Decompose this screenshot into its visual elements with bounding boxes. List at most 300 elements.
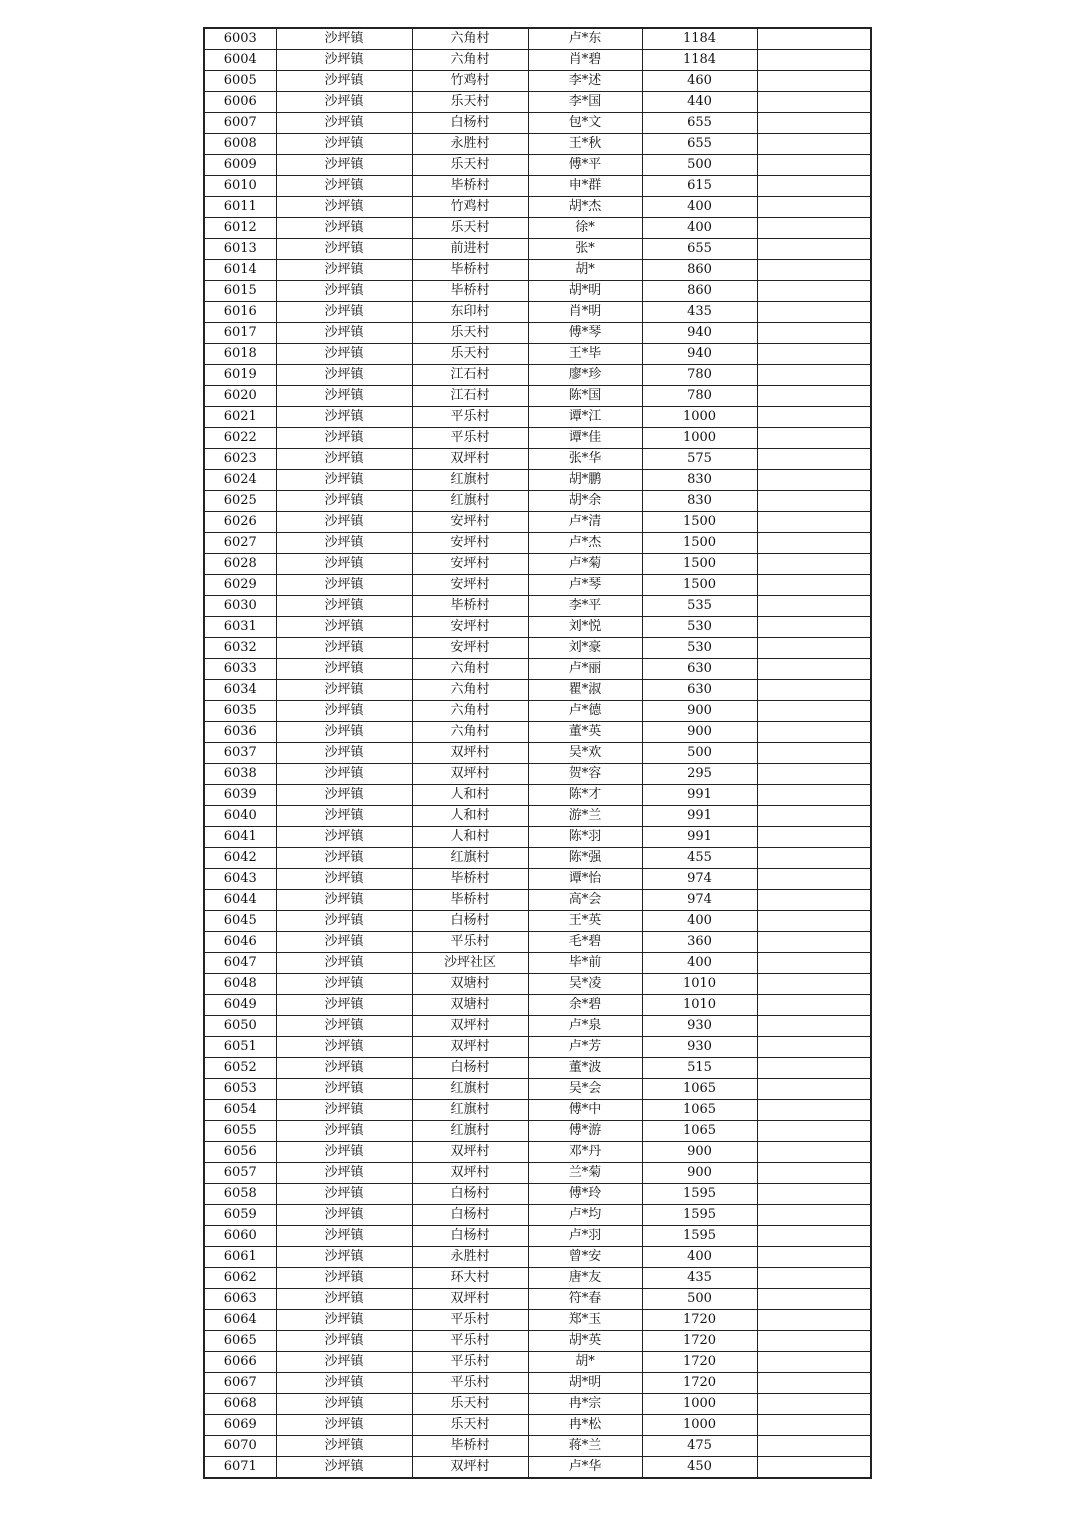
cell-id: 6059 — [204, 1205, 276, 1226]
cell-village: 白杨村 — [412, 1184, 528, 1205]
cell-village: 双坪村 — [412, 1457, 528, 1479]
cell-amount: 435 — [642, 302, 757, 323]
cell-village: 平乐村 — [412, 932, 528, 953]
cell-amount: 455 — [642, 848, 757, 869]
cell-note — [757, 743, 871, 764]
cell-town: 沙坪镇 — [276, 1331, 412, 1352]
cell-village: 平乐村 — [412, 428, 528, 449]
table-row — [204, 155, 871, 176]
cell-name: 卢*琴 — [528, 575, 642, 596]
table-row — [204, 806, 871, 827]
cell-name: 包*文 — [528, 113, 642, 134]
cell-name: 胡*明 — [528, 281, 642, 302]
table-row — [204, 1373, 871, 1394]
cell-name: 申*群 — [528, 176, 642, 197]
cell-id: 6015 — [204, 281, 276, 302]
cell-town: 沙坪镇 — [276, 638, 412, 659]
cell-name: 胡*英 — [528, 1331, 642, 1352]
cell-amount: 860 — [642, 281, 757, 302]
cell-id: 6006 — [204, 92, 276, 113]
cell-village: 永胜村 — [412, 134, 528, 155]
cell-note — [757, 449, 871, 470]
cell-id: 6041 — [204, 827, 276, 848]
cell-note — [757, 722, 871, 743]
cell-name: 高*会 — [528, 890, 642, 911]
table-row — [204, 827, 871, 848]
cell-name: 胡* — [528, 260, 642, 281]
table-row — [204, 743, 871, 764]
cell-village: 毕桥村 — [412, 260, 528, 281]
cell-note — [757, 281, 871, 302]
cell-amount: 575 — [642, 449, 757, 470]
cell-name: 兰*菊 — [528, 1163, 642, 1184]
table-row — [204, 1436, 871, 1457]
cell-name: 陈*羽 — [528, 827, 642, 848]
cell-village: 红旗村 — [412, 470, 528, 491]
cell-id: 6040 — [204, 806, 276, 827]
cell-town: 沙坪镇 — [276, 1142, 412, 1163]
cell-name: 胡* — [528, 1352, 642, 1373]
cell-id: 6054 — [204, 1100, 276, 1121]
cell-name: 谭*怡 — [528, 869, 642, 890]
cell-town: 沙坪镇 — [276, 28, 412, 50]
cell-note — [757, 1415, 871, 1436]
cell-id: 6056 — [204, 1142, 276, 1163]
cell-amount: 974 — [642, 890, 757, 911]
cell-id: 6050 — [204, 1016, 276, 1037]
cell-village: 六角村 — [412, 680, 528, 701]
table-row — [204, 197, 871, 218]
cell-town: 沙坪镇 — [276, 281, 412, 302]
table-row — [204, 764, 871, 785]
cell-note — [757, 1121, 871, 1142]
cell-town: 沙坪镇 — [276, 239, 412, 260]
cell-village: 双坪村 — [412, 764, 528, 785]
cell-village: 毕桥村 — [412, 869, 528, 890]
cell-note — [757, 995, 871, 1016]
cell-id: 6043 — [204, 869, 276, 890]
cell-name: 卢*华 — [528, 1457, 642, 1479]
cell-amount: 500 — [642, 743, 757, 764]
cell-village: 双坪村 — [412, 1163, 528, 1184]
cell-id: 6061 — [204, 1247, 276, 1268]
table-row — [204, 596, 871, 617]
cell-id: 6030 — [204, 596, 276, 617]
cell-amount: 1010 — [642, 995, 757, 1016]
cell-amount: 900 — [642, 1142, 757, 1163]
cell-id: 6026 — [204, 512, 276, 533]
cell-note — [757, 701, 871, 722]
cell-name: 肖*碧 — [528, 50, 642, 71]
cell-name: 傅*中 — [528, 1100, 642, 1121]
cell-village: 乐天村 — [412, 1394, 528, 1415]
cell-note — [757, 1247, 871, 1268]
cell-town: 沙坪镇 — [276, 575, 412, 596]
cell-town: 沙坪镇 — [276, 1394, 412, 1415]
cell-name: 董*波 — [528, 1058, 642, 1079]
cell-id: 6070 — [204, 1436, 276, 1457]
cell-id: 6019 — [204, 365, 276, 386]
cell-village: 毕桥村 — [412, 1436, 528, 1457]
cell-note — [757, 1079, 871, 1100]
cell-town: 沙坪镇 — [276, 491, 412, 512]
table-row — [204, 1100, 871, 1121]
cell-amount: 1065 — [642, 1079, 757, 1100]
cell-town: 沙坪镇 — [276, 974, 412, 995]
cell-amount: 1595 — [642, 1205, 757, 1226]
cell-town: 沙坪镇 — [276, 218, 412, 239]
cell-name: 毛*碧 — [528, 932, 642, 953]
cell-town: 沙坪镇 — [276, 680, 412, 701]
cell-name: 符*春 — [528, 1289, 642, 1310]
cell-town: 沙坪镇 — [276, 827, 412, 848]
cell-id: 6025 — [204, 491, 276, 512]
cell-note — [757, 575, 871, 596]
cell-amount: 780 — [642, 365, 757, 386]
cell-note — [757, 1184, 871, 1205]
cell-village: 平乐村 — [412, 1331, 528, 1352]
cell-note — [757, 827, 871, 848]
cell-town: 沙坪镇 — [276, 596, 412, 617]
cell-amount: 630 — [642, 680, 757, 701]
cell-amount: 780 — [642, 386, 757, 407]
cell-town: 沙坪镇 — [276, 449, 412, 470]
cell-amount: 991 — [642, 806, 757, 827]
table-row — [204, 617, 871, 638]
cell-village: 平乐村 — [412, 1352, 528, 1373]
cell-amount: 1500 — [642, 512, 757, 533]
cell-name: 陈*强 — [528, 848, 642, 869]
cell-village: 白杨村 — [412, 911, 528, 932]
cell-name: 张*华 — [528, 449, 642, 470]
cell-name: 廖*珍 — [528, 365, 642, 386]
cell-note — [757, 134, 871, 155]
table-row — [204, 932, 871, 953]
table-row — [204, 1331, 871, 1352]
table-row — [204, 1205, 871, 1226]
cell-amount: 1720 — [642, 1373, 757, 1394]
cell-village: 双塘村 — [412, 974, 528, 995]
table-row — [204, 512, 871, 533]
cell-name: 游*兰 — [528, 806, 642, 827]
cell-amount: 900 — [642, 1163, 757, 1184]
table-row — [204, 260, 871, 281]
cell-note — [757, 1163, 871, 1184]
cell-town: 沙坪镇 — [276, 1289, 412, 1310]
cell-name: 吴*会 — [528, 1079, 642, 1100]
cell-id: 6044 — [204, 890, 276, 911]
table-row — [204, 890, 871, 911]
table-row — [204, 323, 871, 344]
cell-village: 平乐村 — [412, 1310, 528, 1331]
cell-amount: 535 — [642, 596, 757, 617]
cell-town: 沙坪镇 — [276, 806, 412, 827]
table-row — [204, 28, 871, 50]
cell-village: 人和村 — [412, 806, 528, 827]
cell-note — [757, 407, 871, 428]
cell-village: 安坪村 — [412, 575, 528, 596]
table-row — [204, 1394, 871, 1415]
cell-id: 6028 — [204, 554, 276, 575]
table-row — [204, 365, 871, 386]
cell-village: 六角村 — [412, 50, 528, 71]
table-row — [204, 1079, 871, 1100]
table-row — [204, 428, 871, 449]
cell-note — [757, 512, 871, 533]
cell-amount: 1000 — [642, 1394, 757, 1415]
cell-village: 乐天村 — [412, 1415, 528, 1436]
cell-name: 傅*玲 — [528, 1184, 642, 1205]
cell-name: 胡*明 — [528, 1373, 642, 1394]
cell-name: 王*英 — [528, 911, 642, 932]
table-row — [204, 344, 871, 365]
cell-name: 卢*芳 — [528, 1037, 642, 1058]
cell-village: 安坪村 — [412, 554, 528, 575]
cell-name: 谭*江 — [528, 407, 642, 428]
cell-village: 乐天村 — [412, 92, 528, 113]
cell-amount: 1000 — [642, 1415, 757, 1436]
cell-name: 冉*松 — [528, 1415, 642, 1436]
cell-village: 红旗村 — [412, 1100, 528, 1121]
cell-name: 刘*悦 — [528, 617, 642, 638]
cell-town: 沙坪镇 — [276, 155, 412, 176]
cell-name: 曾*安 — [528, 1247, 642, 1268]
cell-note — [757, 1268, 871, 1289]
cell-town: 沙坪镇 — [276, 386, 412, 407]
cell-name: 徐* — [528, 218, 642, 239]
cell-name: 唐*友 — [528, 1268, 642, 1289]
cell-amount: 991 — [642, 827, 757, 848]
cell-village: 双坪村 — [412, 449, 528, 470]
cell-amount: 655 — [642, 113, 757, 134]
cell-name: 王*毕 — [528, 344, 642, 365]
cell-id: 6022 — [204, 428, 276, 449]
cell-id: 6066 — [204, 1352, 276, 1373]
cell-town: 沙坪镇 — [276, 617, 412, 638]
cell-amount: 630 — [642, 659, 757, 680]
cell-village: 红旗村 — [412, 848, 528, 869]
cell-id: 6009 — [204, 155, 276, 176]
cell-village: 沙坪社区 — [412, 953, 528, 974]
cell-town: 沙坪镇 — [276, 1205, 412, 1226]
cell-town: 沙坪镇 — [276, 1436, 412, 1457]
table-row — [204, 176, 871, 197]
cell-id: 6034 — [204, 680, 276, 701]
cell-note — [757, 659, 871, 680]
cell-village: 乐天村 — [412, 218, 528, 239]
table-row — [204, 1184, 871, 1205]
cell-town: 沙坪镇 — [276, 1247, 412, 1268]
cell-village: 江石村 — [412, 386, 528, 407]
table-row — [204, 449, 871, 470]
cell-note — [757, 533, 871, 554]
table-row — [204, 239, 871, 260]
cell-amount: 974 — [642, 869, 757, 890]
cell-name: 李*国 — [528, 92, 642, 113]
cell-name: 卢*清 — [528, 512, 642, 533]
cell-id: 6062 — [204, 1268, 276, 1289]
table-row — [204, 638, 871, 659]
cell-amount: 460 — [642, 71, 757, 92]
cell-town: 沙坪镇 — [276, 428, 412, 449]
table-row — [204, 113, 871, 134]
cell-village: 安坪村 — [412, 533, 528, 554]
cell-name: 卢*羽 — [528, 1226, 642, 1247]
table-row — [204, 995, 871, 1016]
cell-note — [757, 1226, 871, 1247]
cell-town: 沙坪镇 — [276, 1226, 412, 1247]
cell-amount: 360 — [642, 932, 757, 953]
cell-id: 6052 — [204, 1058, 276, 1079]
table-row — [204, 1310, 871, 1331]
cell-name: 李*述 — [528, 71, 642, 92]
cell-name: 贺*容 — [528, 764, 642, 785]
cell-town: 沙坪镇 — [276, 1037, 412, 1058]
cell-note — [757, 638, 871, 659]
cell-town: 沙坪镇 — [276, 1352, 412, 1373]
cell-id: 6021 — [204, 407, 276, 428]
cell-town: 沙坪镇 — [276, 953, 412, 974]
cell-id: 6049 — [204, 995, 276, 1016]
cell-village: 双坪村 — [412, 743, 528, 764]
cell-village: 江石村 — [412, 365, 528, 386]
cell-amount: 400 — [642, 953, 757, 974]
table-row — [204, 953, 871, 974]
cell-note — [757, 155, 871, 176]
cell-town: 沙坪镇 — [276, 323, 412, 344]
cell-town: 沙坪镇 — [276, 1121, 412, 1142]
cell-amount: 500 — [642, 1289, 757, 1310]
cell-amount: 450 — [642, 1457, 757, 1479]
cell-id: 6027 — [204, 533, 276, 554]
cell-amount: 615 — [642, 176, 757, 197]
cell-village: 红旗村 — [412, 1079, 528, 1100]
cell-id: 6064 — [204, 1310, 276, 1331]
table-body — [204, 28, 871, 1478]
cell-name: 董*英 — [528, 722, 642, 743]
cell-id: 6038 — [204, 764, 276, 785]
cell-town: 沙坪镇 — [276, 785, 412, 806]
cell-id: 6057 — [204, 1163, 276, 1184]
cell-village: 环大村 — [412, 1268, 528, 1289]
table-row — [204, 1226, 871, 1247]
cell-note — [757, 1289, 871, 1310]
cell-name: 卢*泉 — [528, 1016, 642, 1037]
cell-town: 沙坪镇 — [276, 911, 412, 932]
cell-id: 6045 — [204, 911, 276, 932]
table-row — [204, 134, 871, 155]
cell-note — [757, 764, 871, 785]
cell-id: 6047 — [204, 953, 276, 974]
cell-village: 安坪村 — [412, 638, 528, 659]
cell-note — [757, 386, 871, 407]
cell-name: 傅*游 — [528, 1121, 642, 1142]
cell-village: 六角村 — [412, 722, 528, 743]
cell-note — [757, 974, 871, 995]
cell-village: 毕桥村 — [412, 176, 528, 197]
cell-note — [757, 176, 871, 197]
cell-village: 人和村 — [412, 827, 528, 848]
cell-amount: 940 — [642, 344, 757, 365]
table-row — [204, 1016, 871, 1037]
cell-town: 沙坪镇 — [276, 50, 412, 71]
cell-note — [757, 554, 871, 575]
cell-id: 6055 — [204, 1121, 276, 1142]
cell-id: 6023 — [204, 449, 276, 470]
cell-id: 6067 — [204, 1373, 276, 1394]
table-row — [204, 470, 871, 491]
cell-name: 吴*凌 — [528, 974, 642, 995]
cell-town: 沙坪镇 — [276, 134, 412, 155]
cell-amount: 440 — [642, 92, 757, 113]
cell-amount: 435 — [642, 1268, 757, 1289]
cell-id: 6033 — [204, 659, 276, 680]
cell-town: 沙坪镇 — [276, 890, 412, 911]
cell-amount: 1500 — [642, 554, 757, 575]
table-row — [204, 1142, 871, 1163]
cell-amount: 1184 — [642, 50, 757, 71]
cell-town: 沙坪镇 — [276, 71, 412, 92]
cell-town: 沙坪镇 — [276, 932, 412, 953]
cell-note — [757, 596, 871, 617]
cell-town: 沙坪镇 — [276, 722, 412, 743]
cell-name: 毕*前 — [528, 953, 642, 974]
cell-town: 沙坪镇 — [276, 1373, 412, 1394]
cell-note — [757, 932, 871, 953]
cell-amount: 530 — [642, 638, 757, 659]
cell-note — [757, 680, 871, 701]
cell-id: 6032 — [204, 638, 276, 659]
cell-note — [757, 1373, 871, 1394]
cell-town: 沙坪镇 — [276, 1100, 412, 1121]
cell-name: 王*秋 — [528, 134, 642, 155]
cell-note — [757, 1058, 871, 1079]
cell-village: 乐天村 — [412, 344, 528, 365]
cell-town: 沙坪镇 — [276, 113, 412, 134]
cell-town: 沙坪镇 — [276, 197, 412, 218]
cell-name: 刘*豪 — [528, 638, 642, 659]
cell-amount: 655 — [642, 239, 757, 260]
cell-id: 6029 — [204, 575, 276, 596]
data-table — [203, 27, 872, 1479]
cell-note — [757, 428, 871, 449]
cell-name: 卢*东 — [528, 28, 642, 50]
cell-note — [757, 1457, 871, 1479]
cell-amount: 400 — [642, 911, 757, 932]
table-row — [204, 1121, 871, 1142]
cell-id: 6017 — [204, 323, 276, 344]
cell-amount: 1000 — [642, 428, 757, 449]
cell-town: 沙坪镇 — [276, 176, 412, 197]
cell-village: 毕桥村 — [412, 281, 528, 302]
cell-note — [757, 617, 871, 638]
cell-note — [757, 890, 871, 911]
cell-village: 东印村 — [412, 302, 528, 323]
cell-note — [757, 92, 871, 113]
cell-village: 平乐村 — [412, 1373, 528, 1394]
cell-name: 肖*明 — [528, 302, 642, 323]
cell-name: 郑*玉 — [528, 1310, 642, 1331]
cell-village: 竹鸡村 — [412, 197, 528, 218]
cell-town: 沙坪镇 — [276, 407, 412, 428]
cell-id: 6069 — [204, 1415, 276, 1436]
cell-note — [757, 1310, 871, 1331]
cell-amount: 900 — [642, 701, 757, 722]
table-row — [204, 1247, 871, 1268]
cell-amount: 400 — [642, 218, 757, 239]
cell-note — [757, 1205, 871, 1226]
cell-note — [757, 1331, 871, 1352]
